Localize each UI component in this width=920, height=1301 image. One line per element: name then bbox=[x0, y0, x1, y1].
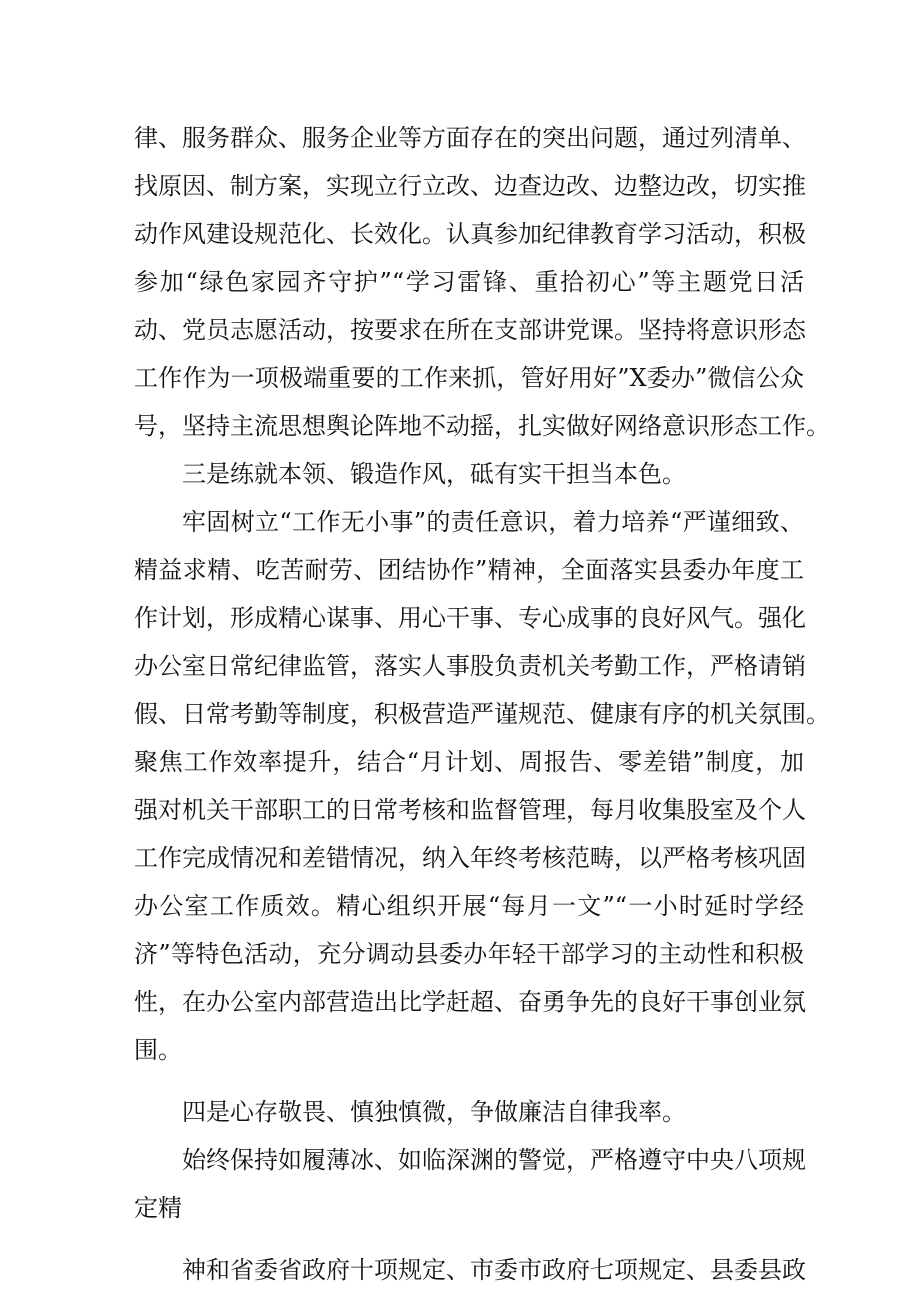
text-line: 性，在办公室内部营造出比学赶超、奋勇争先的良好干事创业氛 bbox=[134, 988, 806, 1016]
text-line: 精益求精、吃苦耐劳、团结协作”精神，全面落实县委办年度工 bbox=[134, 556, 804, 584]
paragraph-regulations bbox=[134, 1246, 804, 1294]
text-line: 始终保持如履薄冰、如临深渊的警觉，严格遵守中央八项规 bbox=[182, 1146, 806, 1174]
text-line: 办公室日常纪律监管，落实人事股负责机关考勤工作，严格请销 bbox=[134, 652, 806, 680]
text-line: 参加“绿色家园齐守护”“学习雷锋、重拾初心”等主题党日活 bbox=[134, 268, 804, 296]
paragraph-work-style bbox=[134, 114, 830, 450]
text-line: 办公室工作质效。精心组织开展“每月一文”“一小时延时学经 bbox=[134, 892, 804, 920]
paragraph-gap bbox=[134, 1074, 804, 1088]
text-line: 工作作为一项极端重要的工作来抓，管好用好”X委办”微信公众 bbox=[134, 364, 804, 392]
text-line: 牢固树立“工作无小事”的责任意识，着力培养“严谨细致、 bbox=[182, 508, 804, 536]
text-line: 强对机关干部职工的日常考核和监督管理，每月收集股室及个人 bbox=[134, 796, 806, 824]
text-line: 济”等特色活动，充分调动县委办年轻干部学习的主动性和积极 bbox=[134, 940, 804, 968]
text-line: 假、日常考勤等制度，积极营造严谨规范、健康有序的机关氛围。 bbox=[134, 700, 830, 728]
text-line: 围。 bbox=[134, 1036, 182, 1064]
text-line: 动作风建设规范化、长效化。认真参加纪律教育学习活动，积极 bbox=[134, 220, 806, 248]
text-line: 定精 bbox=[134, 1194, 182, 1222]
section-heading-3: 三是练就本领、锻造作风，砥有实干担当本色。 bbox=[182, 460, 686, 488]
text-line: 律、服务群众、服务企业等方面存在的突出问题，通过列清单、 bbox=[134, 124, 806, 152]
paragraph-skills bbox=[134, 498, 830, 1074]
text-line: 号，坚持主流思想舆论阵地不动摇，扎实做好网络意识形态工作。 bbox=[134, 412, 830, 440]
text-line: 聚焦工作效率提升，结合“月计划、周报告、零差错”制度，加 bbox=[134, 748, 804, 776]
text-line: 神和省委省政府十项规定、市委市政府七项规定、县委县政 bbox=[182, 1256, 806, 1284]
section-heading-4: 四是心存敬畏、慎独慎微，争做廉洁自律我率。 bbox=[182, 1098, 686, 1126]
text-line: 工作完成情况和差错情况，纳入年终考核范畴，以严格考核巩固 bbox=[134, 844, 806, 872]
paragraph-gap bbox=[134, 1232, 804, 1246]
document-body bbox=[134, 114, 830, 1294]
text-line: 动、党员志愿活动，按要求在所在支部讲党课。坚持将意识形态 bbox=[134, 316, 806, 344]
paragraph-integrity bbox=[134, 1136, 804, 1232]
text-line: 作计划，形成精心谋事、用心干事、专心成事的良好风气。强化 bbox=[134, 604, 806, 632]
text-line: 找原因、制方案，实现立行立改、边查边改、边整边改，切实推 bbox=[134, 172, 806, 200]
